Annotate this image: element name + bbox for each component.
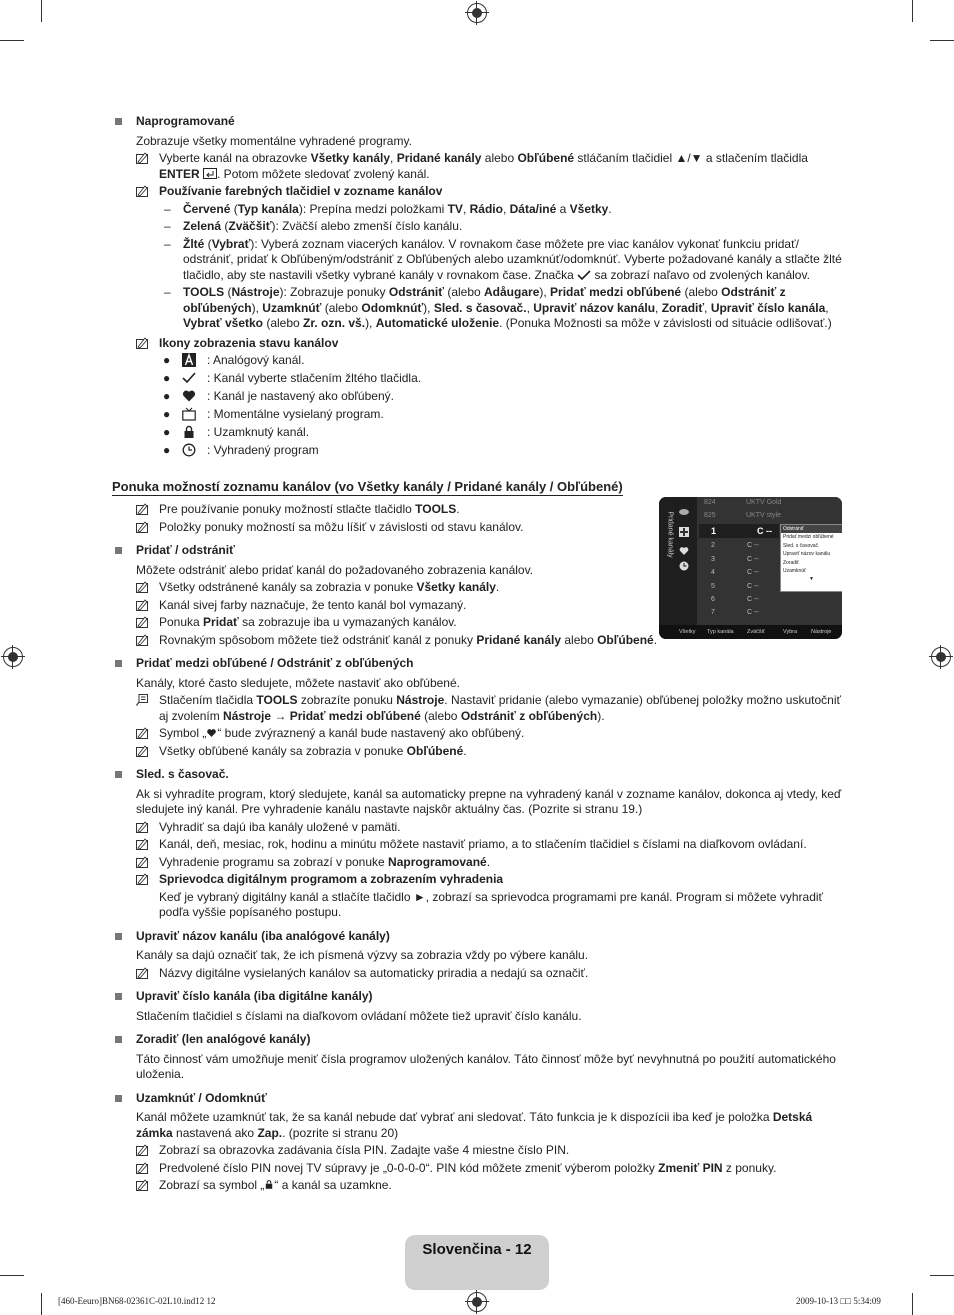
section-title: Uzamknúť / Odomknúť [112, 1091, 842, 1107]
clock-icon [182, 443, 196, 457]
note: Zobrazí sa obrazovka zadávania čísla PIN. Zadajte vaše 4 miestne číslo PIN. [112, 1143, 842, 1159]
note: Vyhradiť sa dajú iba kanály uložené v pamäti. [112, 820, 842, 836]
note-icon [136, 521, 148, 533]
osd-row[interactable]: 5 C -- [711, 583, 759, 590]
tools-menu-item[interactable]: Odstrániť [781, 525, 842, 533]
note-icon [136, 1179, 148, 1191]
icon-legend-row: ● : Analógový kanál. [163, 353, 305, 367]
note: Ponuka Pridať sa zobrazuje iba u vymazaných kanálov. [112, 615, 842, 631]
crop-mark [0, 1275, 24, 1276]
paragraph: Keď je vybraný digitálny kanál a stlačíte tlačidlo ►, zobrazí sa sprievodca programami pre kanál. Program si môžete vyhradiť podľa vyššie popísaného postupu. [159, 889, 824, 919]
section-title: Pridať / odstrániť [112, 543, 842, 559]
note-icon [136, 599, 148, 611]
tv-channel-list-screenshot [659, 497, 842, 639]
bottom-bar-item[interactable]: Typ kanála [707, 629, 734, 635]
osd-side-label: Pridané kanály [666, 511, 674, 558]
note: Kanál sivej farby naznačuje, že tento kanál bol vymazaný. [112, 598, 842, 614]
remote-hand-icon [136, 694, 148, 706]
section-heading: Ponuka možností zoznamu kanálov (vo Všetky kanály / Pridané kanály / Obľúbené) [112, 479, 623, 494]
checkmark-icon [577, 270, 591, 280]
note: Stlačením tlačidla TOOLS zobrazíte ponuku Nástroje. Nastaviť pridanie (alebo vymazanie) obľúbenej položky možno uskutočniť aj zvolením Nástroje → Pridať medzi obľúbené (alebo Odstrániť z obľúbených). [112, 693, 842, 724]
section-title: Upraviť číslo kanála (iba digitálne kanály) [112, 989, 842, 1005]
heart-icon [182, 389, 196, 403]
note-icon [136, 634, 148, 646]
tools-menu [780, 524, 842, 592]
icon-legend-row: ● : Uzamknutý kanál. [163, 425, 310, 439]
list-item: – TOOLS (Nástroje): Zobrazuje ponuky Odstrániť (alebo Adåugare), Pridať medzi obľúbené (alebo Odstrániť z obľúbených), Uzamknúť (alebo Odomknúť), Sled. s časovač., Upraviť názov kanálu, Zoradiť, Upraviť číslo kanála, Vybrať všetko (alebo Zr. ozn. vš.), Automatické uloženie. (Ponuka Možnosti sa môže v závislosti od situácie odlišovať.) [112, 285, 842, 332]
list-item: – Žlté (Vybrať): Vyberá zoznam viacerých kanálov. V rovnakom čase môžete pre viac kanálov vykonať funkciu pridať/ odstrániť, pridať k Obľúbeným/odstrániť z Obľúbených alebo uzamknúť/odomknúť. Vyberte požadované kanály a stlačte žlté tlačidlo, aby ste nastavili všetky vybrané kanály v rovnakom čase. Značka sa zobrazí naľavo od zvolených kanálov. [112, 237, 842, 284]
osd-bottom-bar [659, 625, 842, 639]
analog-channel-icon [182, 353, 196, 367]
list-item: – Červené (Typ kanála): Prepína medzi položkami TV, Rádio, Dáta/iné a Všetky. [112, 202, 842, 218]
paragraph: Kanály sa dajú označiť tak, že ich písmená výzvy sa zobrazia vždy po výbere kanálu. [136, 948, 589, 962]
registration-mark-icon [3, 647, 23, 667]
tools-menu-item[interactable]: Zoradiť [783, 559, 800, 566]
paragraph: Kanál môžete uzamknúť tak, že sa kanál nebude dať vybrať ani sledovať. Táto funkcia je k dispozícii iba keď je položka Detská zámka nastavená ako Zap.. (pozrite si stranu 20) [136, 1110, 813, 1140]
paragraph: Kanály, ktoré často sledujete, môžete nastaviť ako obľúbené. [136, 675, 460, 690]
registration-mark-icon [467, 3, 487, 23]
note-icon [136, 821, 148, 833]
page-number-tab [405, 1235, 549, 1290]
satellite-icon [678, 507, 690, 517]
lock-icon [182, 425, 196, 439]
osd-row[interactable]: 4 C -- [711, 569, 759, 576]
tools-menu-item[interactable]: Upraviť názov kanálu [783, 551, 831, 558]
print-slug-date: 2009-10-13 □□ 5:34:09 [796, 1296, 881, 1306]
section-title: Upraviť názov kanálu (iba analógové kanály) [112, 929, 842, 945]
note: Predvolené číslo PIN novej TV súpravy je „0-0-0-0“. PIN kód môžete zmeniť výberom položky Zmeniť PIN z ponuky. [112, 1161, 842, 1177]
add-channel-icon [679, 527, 689, 537]
crop-mark [930, 1275, 954, 1276]
icon-legend-row: ● : Momentálne vysielaný program. [163, 407, 384, 421]
note: Sprievodca digitálnym programom a zobrazením vyhradenia [112, 872, 842, 888]
bottom-bar-item[interactable]: Nástroje [811, 629, 832, 635]
tools-menu-item[interactable]: Pridať medzi obľúbené [783, 534, 834, 541]
crop-mark [930, 40, 954, 41]
bottom-bar-item[interactable]: Všetky [679, 629, 696, 635]
paragraph: Môžete odstrániť alebo pridať kanál do požadovaného zobrazenia kanálov. [136, 562, 534, 577]
note-icon [136, 152, 148, 164]
icon-legend-row: ● : Vyhradený program [163, 443, 319, 457]
section-title: Sled. s časovač. [112, 767, 842, 783]
note: Vyhradenie programu sa zobrazí v ponuke Naprogramované. [112, 855, 842, 871]
bottom-bar-item[interactable]: Zväčšiť [747, 629, 765, 635]
note-icon [136, 727, 148, 739]
note-icon [136, 616, 148, 628]
section-title: Pridať medzi obľúbené / Odstrániť z obľúbených [112, 656, 842, 672]
print-slug-file: [460-Eeuro]BN68-02361C-02L10.ind12 12 [58, 1296, 216, 1306]
scroll-down-icon[interactable]: ▼ [809, 576, 814, 583]
tools-menu-item[interactable]: Uzamknúť [783, 568, 806, 575]
favourite-heart-icon [679, 546, 689, 556]
note-icon [136, 856, 148, 868]
lock-icon [264, 1179, 274, 1190]
note: Položky ponuky možností sa môžu líšiť v závislosti od stavu kanálov. [112, 520, 842, 536]
osd-row-selected[interactable]: 1 C -- [699, 524, 779, 538]
osd-row: 825 UKTV style [704, 512, 782, 519]
osd-row[interactable]: 2 C -- [711, 542, 759, 549]
list-item: – Zelená (Zväčšiť): Zväčší alebo zmenší číslo kanálu. [112, 219, 842, 235]
osd-row[interactable]: 6 C -- [711, 596, 759, 603]
checkmark-icon [182, 371, 196, 385]
note-icon [136, 838, 148, 850]
osd-row[interactable]: 3 C -- [711, 556, 759, 563]
crop-mark [0, 40, 24, 41]
enter-icon [203, 168, 217, 179]
crop-mark [41, 1293, 42, 1315]
tv-icon [182, 407, 196, 421]
note-icon [136, 1162, 148, 1174]
note: Všetky odstránené kanály sa zobrazia v ponuke Všetky kanály. [112, 580, 842, 596]
note: Používanie farebných tlačidiel v zozname kanálov [112, 184, 842, 200]
note: Kanál, deň, mesiac, rok, hodinu a minútu môžete nastaviť priamo, a to stlačením tlačidiel s číslami na diaľkovom ovládaní. [112, 837, 842, 853]
note-icon [136, 581, 148, 593]
paragraph: Zobrazuje všetky momentálne vyhradené programy. [136, 133, 412, 148]
note: Zobrazí sa symbol „ “ a kanál sa uzamkne. [112, 1178, 842, 1194]
paragraph: Táto činnosť vám umožňuje meniť čísla programov uložených kanálov. Táto činnosť môže byť nevyhnutná po použití automatického uloženia. [136, 1051, 836, 1081]
note: Ikony zobrazenia stavu kanálov [112, 336, 842, 352]
crop-mark [41, 0, 42, 22]
note: Rovnakým spôsobom môžete tiež odstrániť kanál z ponuky Pridané kanály alebo Obľúbené. [112, 633, 842, 649]
note-icon [136, 503, 148, 515]
manual-content [112, 108, 842, 1194]
paragraph: Stlačením tlačidiel s číslami na diaľkovom ovládaní môžete tiež upraviť číslo kanálu. [136, 1008, 582, 1023]
note-icon [136, 967, 148, 979]
osd-row[interactable]: 7 C -- [711, 609, 759, 616]
bottom-bar-item[interactable]: Vybra [783, 629, 798, 635]
page-number: Slovenčina - 12 [422, 1241, 532, 1258]
note-icon [136, 1144, 148, 1156]
tools-menu-item[interactable]: Sled. s časovač. [783, 542, 820, 549]
crop-mark [912, 0, 913, 22]
registration-mark-icon [931, 647, 951, 667]
section-title: Naprogramované [112, 114, 842, 130]
note: Pre používanie ponuky možností stlačte tlačidlo TOOLS. [112, 502, 842, 518]
registration-mark-icon [467, 1292, 487, 1312]
programmed-icon [679, 561, 689, 571]
icon-legend-row: ● : Kanál je nastavený ako obľúbený. [163, 389, 394, 403]
note-icon [136, 337, 148, 349]
note-icon [136, 745, 148, 757]
section-title: Zoradiť (len analógové kanály) [112, 1032, 842, 1048]
note: Symbol „ “ bude zvýraznený a kanál bude nastavený ako obľúbený. [112, 726, 842, 742]
note-icon [136, 185, 148, 197]
osd-row: 824 UKTV Gold [704, 499, 782, 506]
note: Názvy digitálne vysielaných kanálov sa automaticky priradia a nedajú sa označiť. [112, 966, 842, 982]
paragraph: Ak si vyhradíte program, ktorý sledujete, kanál sa automaticky prepne na vyhradený kanál v zozname kanálov, dokonca aj vtedy, keď sledujete iný kanál. Pre vyhradenie kanálu nastavte najskôr aktuálny čas. (Pozrite si stranu 19.) [136, 786, 842, 816]
icon-legend-row: ● : Kanál vyberte stlačením žltého tlačidla. [163, 371, 422, 385]
note: Všetky obľúbené kanály sa zobrazia v ponuke Obľúbené. [112, 744, 842, 760]
heart-icon [206, 728, 217, 738]
note: Vyberte kanál na obrazovke Všetky kanály, Pridané kanály alebo Obľúbené stláčaním tlačidiel ▲/▼ a stlačením tlačidla ENTER . Potom môžete sledovať zvolený kanál. [112, 151, 842, 182]
crop-mark [912, 1293, 913, 1315]
note-icon [136, 873, 148, 885]
